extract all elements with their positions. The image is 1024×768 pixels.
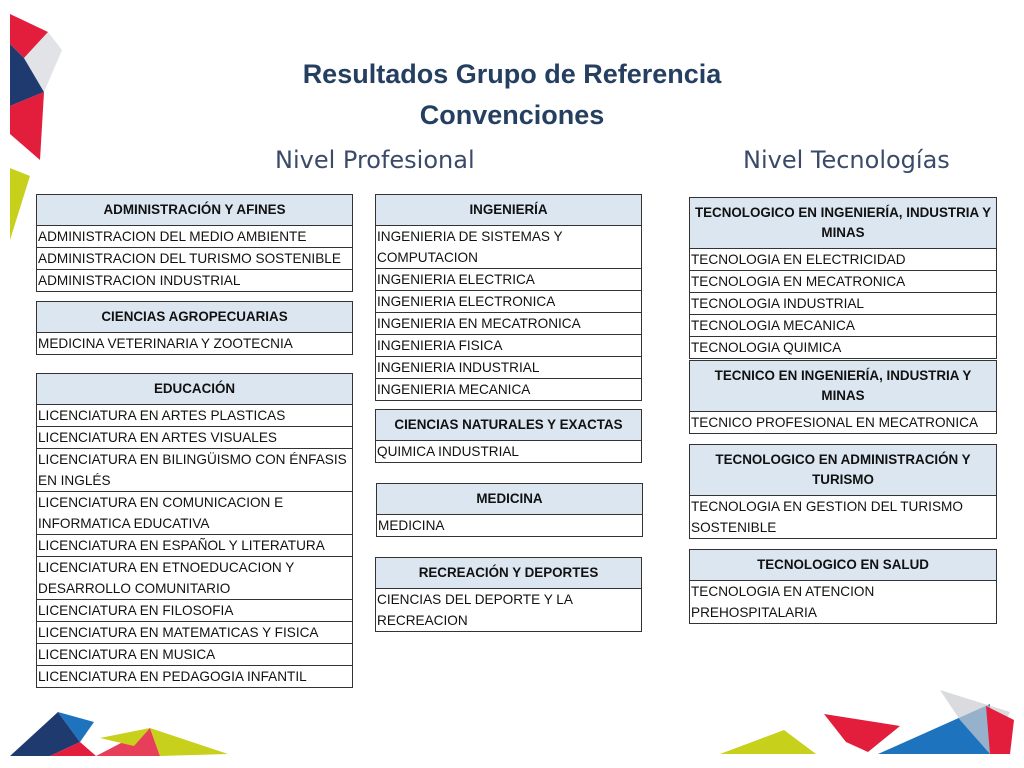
table-recreacion: [375, 557, 642, 632]
table-ingenieria: [375, 194, 642, 401]
table-row: TECNOLOGIA EN ELECTRICIDAD: [690, 249, 997, 271]
table-row: ADMINISTRACION INDUSTRIAL: [37, 270, 353, 292]
nivel-tecnologias-heading: Nivel Tecnologías: [743, 146, 950, 174]
table-row: LICENCIATURA EN PEDAGOGIA INFANTIL: [37, 666, 353, 688]
table-tecnologico-salud: [689, 549, 997, 624]
table-row: INGENIERIA ELECTRICA: [376, 269, 642, 291]
table-row: LICENCIATURA EN MUSICA: [37, 644, 353, 666]
page-subtitle: Convenciones: [419, 100, 605, 130]
table-ciencias-agropecuarias: [36, 301, 353, 355]
table-row: INGENIERIA DE SISTEMAS Y COMPUTACION: [376, 226, 642, 269]
table-ciencias-naturales: [375, 409, 642, 463]
table-header: INGENIERÍA: [376, 195, 642, 226]
table-row: TECNOLOGIA QUIMICA: [690, 337, 997, 359]
table-row: QUIMICA INDUSTRIAL: [376, 441, 642, 463]
table-row: TECNOLOGIA INDUSTRIAL: [690, 293, 997, 315]
table-header: EDUCACIÓN: [37, 374, 353, 405]
table-header: MEDICINA: [377, 484, 643, 515]
table-row: LICENCIATURA EN MATEMATICAS Y FISICA: [37, 622, 353, 644]
table-row: INGENIERIA EN MECATRONICA: [376, 313, 642, 335]
table-header: TECNICO EN INGENIERÍA, INDUSTRIA Y MINAS: [690, 361, 997, 412]
table-tecnologico-ingenieria: [689, 197, 997, 359]
table-header: RECREACIÓN Y DEPORTES: [376, 558, 642, 589]
table-row: LICENCIATURA EN ETNOEDUCACION Y DESARROLLO COMUNITARIO: [37, 557, 353, 600]
table-row: LICENCIATURA EN ARTES PLASTICAS: [37, 405, 353, 427]
table-educacion: [36, 373, 353, 688]
table-row: LICENCIATURA EN ARTES VISUALES: [37, 427, 353, 449]
table-row: CIENCIAS DEL DEPORTE Y LA RECREACION: [376, 589, 642, 632]
table-header: CIENCIAS NATURALES Y EXACTAS: [376, 410, 642, 441]
table-row: ADMINISTRACION DEL TURISMO SOSTENIBLE: [37, 248, 353, 270]
table-header: TECNOLOGICO EN ADMINISTRACIÓN Y TURISMO: [690, 445, 997, 496]
table-row: INGENIERIA FISICA: [376, 335, 642, 357]
table-row: TECNICO PROFESIONAL EN MECATRONICA: [690, 412, 997, 434]
page-title: Resultados Grupo de Referencia: [302, 59, 722, 89]
table-tecnologico-administracion: [689, 444, 997, 539]
table-administracion: [36, 194, 353, 292]
table-header: ADMINISTRACIÓN Y AFINES: [37, 195, 353, 226]
table-row: LICENCIATURA EN COMUNICACION E INFORMATICA EDUCATIVA: [37, 492, 353, 535]
nivel-profesional-heading: Nivel Profesional: [275, 146, 475, 174]
table-row: INGENIERIA ELECTRONICA: [376, 291, 642, 313]
table-row: MEDICINA: [377, 515, 643, 537]
table-row: TECNOLOGIA MECANICA: [690, 315, 997, 337]
table-row: TECNOLOGIA EN GESTION DEL TURISMO SOSTENIBLE: [690, 496, 997, 539]
table-row: LICENCIATURA EN BILINGÜISMO CON ÉNFASIS EN INGLÉS: [37, 449, 353, 492]
table-row: ADMINISTRACION DEL MEDIO AMBIENTE: [37, 226, 353, 248]
table-row: TECNOLOGIA EN ATENCION PREHOSPITALARIA: [690, 581, 997, 624]
table-row: INGENIERIA INDUSTRIAL: [376, 357, 642, 379]
table-row: INGENIERIA MECANICA: [376, 379, 642, 401]
table-medicina: [376, 483, 643, 537]
table-header: TECNOLOGICO EN INGENIERÍA, INDUSTRIA Y MINAS: [690, 198, 997, 249]
table-row: LICENCIATURA EN FILOSOFIA: [37, 600, 353, 622]
table-row: LICENCIATURA EN ESPAÑOL Y LITERATURA: [37, 535, 353, 557]
table-row: MEDICINA VETERINARIA Y ZOOTECNIA: [37, 333, 353, 355]
table-header: CIENCIAS AGROPECUARIAS: [37, 302, 353, 333]
table-tecnico-ingenieria: [689, 360, 997, 434]
table-header: TECNOLOGICO EN SALUD: [690, 550, 997, 581]
table-row: TECNOLOGIA EN MECATRONICA: [690, 271, 997, 293]
